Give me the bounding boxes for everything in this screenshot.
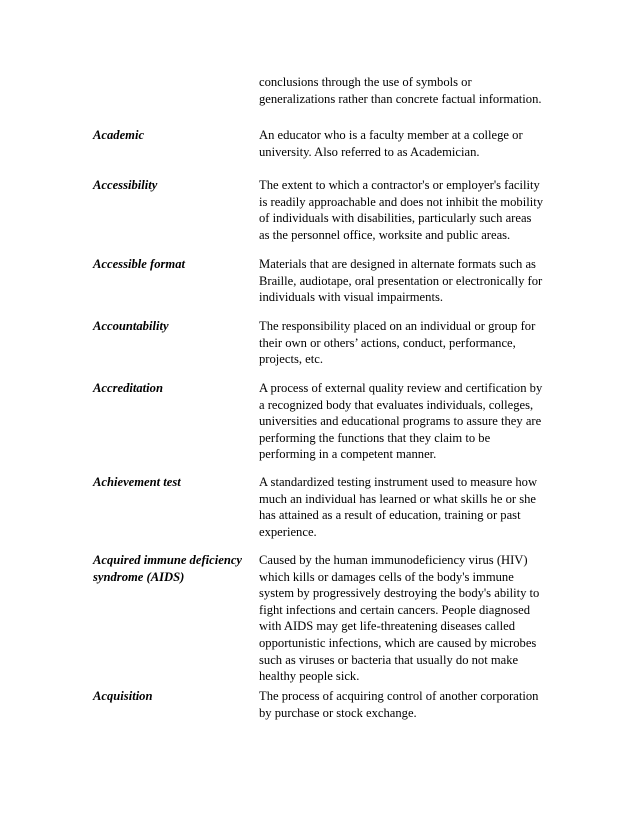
- definition-line: has attained as a result of education, training or past: [259, 508, 521, 523]
- definition-line: performing the functions that they claim to be: [259, 430, 491, 445]
- definition-line: The process of acquiring control of another corporation: [259, 689, 539, 703]
- glossary-term: Accountability: [93, 319, 169, 333]
- definition-line: individuals with visual impairments.: [259, 290, 443, 305]
- definition-line: performing in a competent manner.: [259, 447, 437, 462]
- definition-text: [259, 256, 551, 306]
- definition-text: [259, 474, 551, 540]
- definition-line: as the personnel office, worksite and public areas.: [259, 227, 511, 242]
- glossary-term: Achievement test: [93, 475, 181, 489]
- definition-line: with AIDS may get life-threatening diseases called: [259, 619, 515, 634]
- definition-line: opportunistic infections, which are caused by microbes: [259, 635, 537, 650]
- definition-line: a recognized body that evaluates individuals, colleges,: [259, 397, 534, 412]
- definition-line: fight infections and certain cancers. People diagnosed: [259, 602, 531, 617]
- definition-line: The responsibility placed on an individual or group for: [259, 319, 536, 333]
- definition-line: The extent to which a contractor's or employer's facility: [259, 178, 540, 192]
- definition-line: generalizations rather than concrete factual information.: [259, 91, 542, 106]
- definition-line: A standardized testing instrument used to measure how: [259, 475, 538, 489]
- glossary-term: Acquisition: [93, 689, 153, 703]
- glossary-term: Accessibility: [93, 178, 158, 192]
- definition-line: system by progressively destroying the body's ability to: [259, 586, 540, 601]
- definition-line: healthy people sick.: [259, 669, 360, 684]
- glossary-term: Accessible format: [93, 257, 185, 271]
- definition-line: university. Also referred to as Academician.: [259, 144, 480, 159]
- definition-line: much an individual has learned or what skills he or she: [259, 491, 536, 506]
- definition-line: projects, etc.: [259, 352, 323, 367]
- definition-line: of individuals with disabilities, particularly such areas: [259, 211, 532, 226]
- glossary-term: Accreditation: [93, 381, 163, 395]
- definition-line: such as viruses or bacteria that usually do not make: [259, 652, 519, 667]
- definition-text: [259, 127, 551, 160]
- definition-line: Materials that are designed in alternate formats such as: [259, 257, 536, 271]
- glossary-term-line: syndrome (AIDS): [93, 569, 185, 584]
- glossary-term: [93, 552, 258, 585]
- definition-line: A process of external quality review and certification by: [259, 381, 543, 395]
- definition-text: [259, 177, 551, 243]
- definition-text: [259, 74, 551, 107]
- definition-text: [259, 380, 551, 463]
- definition-line: Caused by the human immunodeficiency virus (HIV): [259, 553, 528, 567]
- definition-text: [259, 318, 551, 368]
- definition-text: [259, 552, 551, 685]
- definition-text: [259, 688, 551, 721]
- glossary-term-line: Acquired immune deficiency: [93, 553, 243, 567]
- definition-line: Braille, audiotape, oral presentation or electronically for: [259, 273, 543, 288]
- definition-line: An educator who is a faculty member at a college or: [259, 128, 523, 142]
- definition-line: universities and educational programs to assure they are: [259, 414, 542, 429]
- definition-line: by purchase or stock exchange.: [259, 705, 417, 720]
- definition-line: their own or others’ actions, conduct, performance,: [259, 335, 516, 350]
- definition-line: experience.: [259, 524, 317, 539]
- definition-line: is readily approachable and does not inhibit the mobility: [259, 194, 543, 209]
- glossary-term: Academic: [93, 128, 145, 142]
- definition-line: which kills or damages cells of the body's immune: [259, 569, 514, 584]
- definition-line: conclusions through the use of symbols or: [259, 75, 472, 89]
